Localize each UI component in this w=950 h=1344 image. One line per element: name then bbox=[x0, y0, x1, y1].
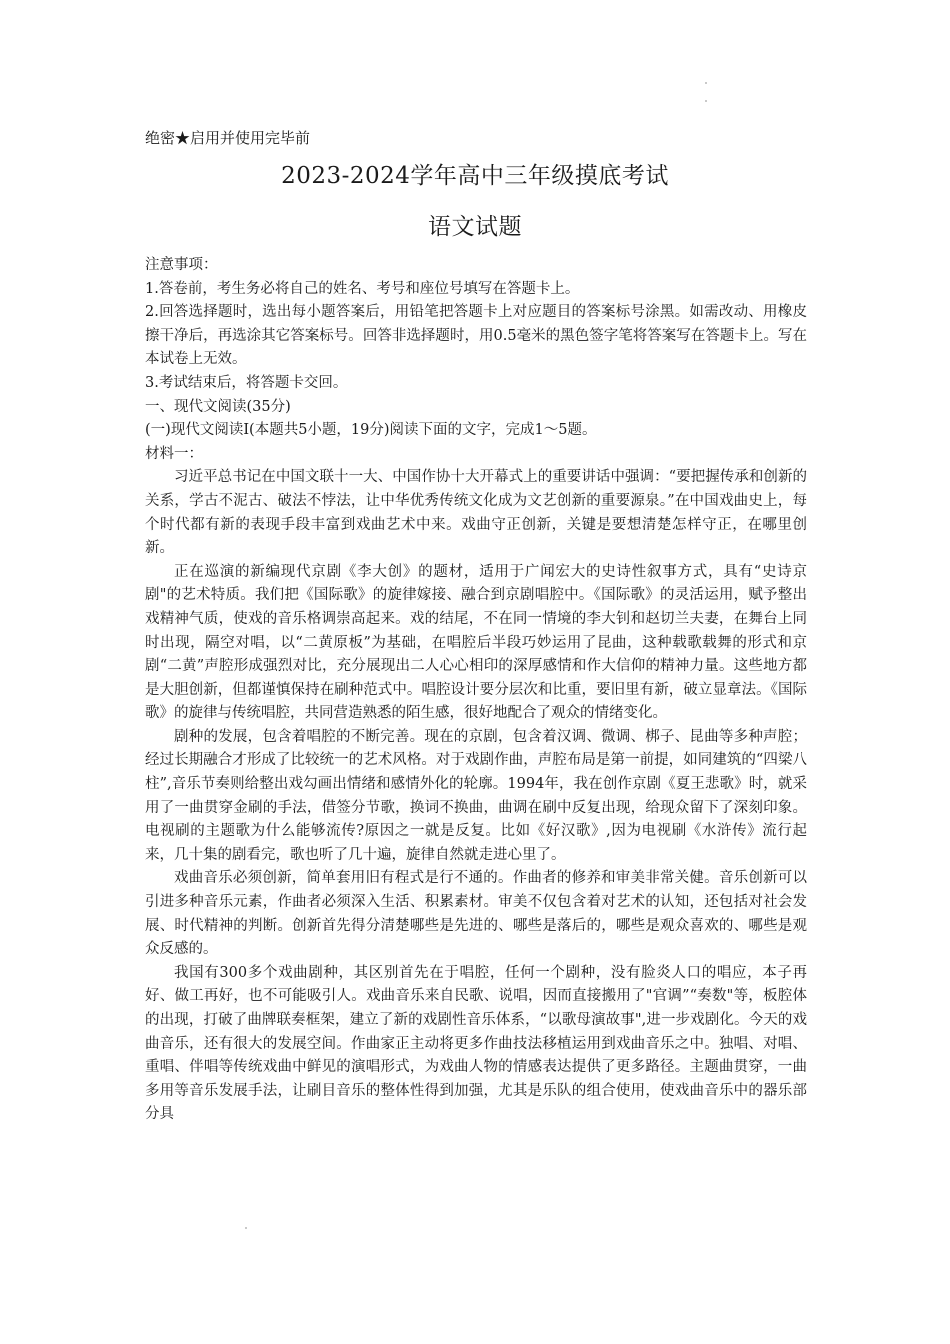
section-subheading: (一)现代文阅读I(本题共5小题，19分)阅读下面的文字，完成1～5题。 bbox=[145, 422, 597, 439]
secrecy-label: 绝密★启用并使用完毕前 bbox=[145, 129, 311, 147]
paragraph: 戏曲音乐必须创新，简单套用旧有程式是行不通的。作曲者的修养和审美非常关健。音乐创新可以引进多种音乐元素，作曲者必须深入生活、积累素材。审美不仅包含着对艺术的认知，还包括对社会发展、时代精神的判断。创新首先得分清楚哪些是先进的、哪些是落后的，哪些是观众喜欢的、哪些是观众反感的。 bbox=[145, 870, 807, 958]
exam-body bbox=[145, 254, 807, 1127]
notes-heading: 注意事项： bbox=[145, 257, 218, 273]
paragraph: 剧种的发展，包含着唱腔的不断完善。现在的京剧，包含着汉调、微调、梆子、昆曲等多种声腔；经过长期融合才形成了比较统一的艺术风格。对于戏剧作曲，声腔布局是第一前提，如同建筑的“四梁八柱”,音乐节奏则给整出戏勾画出情绪和感情外化的轮廓。1994年，我在创作京剧《夏王悲歌》时，就采用了一曲贯穿金刷的手法，借签分节歌，换词不换曲，曲调在刷中反复出现，给现众留下了深刻印象。电视刷的主题歌为什么能够流传?原因之一就是反复。比如《好汉歌》,因为电视刷《水浒传》流行起来，几十集的剧看完，歌也听了几十遍，旋律自然就走进心里了。 bbox=[145, 728, 807, 863]
exam-subtitle: 语文试题 bbox=[428, 214, 522, 240]
paragraph: 习近平总书记在中国文联十一大、中国作协十大开幕式上的重要讲话中强调：“要把握传承和创新的关系，学古不泥古、破法不悖法，让中华优秀传统文化成为文艺创新的重要源泉。”在中国戏曲史上，每个时代都有新的表现手段丰富到戏曲艺术中来。戏曲守正创新，关键是要想清楚怎样守正，在哪里创新。 bbox=[145, 469, 807, 557]
scan-speck bbox=[705, 100, 707, 102]
paragraph: 我国有300多个戏曲剧种，其区别首先在于唱腔，任何一个剧种，没有脸炎人口的唱应，本子再好、做工再好，也不可能吸引人。戏曲音乐来自民歌、说唱，因而直接搬用了"官调”“奏数"等，板腔体的出现，打破了曲牌联奏框架，建立了新的戏剧性音乐体系，“以歌母演故事",进一步戏剧化。今天的戏曲音乐，还有很大的发展空间。作曲家正主动将更多作曲技法移植运用到戏曲音乐之中。独唱、对唱、重唱、伴唱等传统戏曲中鲜见的演唱形式，为戏曲人物的情感表达提供了更多路径。主题曲贯穿，一曲多用等音乐发展手法，让刷目音乐的整体性得到加强，尤其是乐队的组合使用，使戏曲音乐中的器乐部分具 bbox=[145, 964, 807, 1123]
note-item: 3.考试结束后，将答题卡交回。 bbox=[145, 374, 348, 391]
section-heading: 一、现代文阅读(35分) bbox=[145, 398, 291, 415]
scan-speck bbox=[245, 1227, 247, 1229]
exam-title: 2023-2024学年高中三年级摸底考试 bbox=[281, 163, 669, 189]
paragraph: 正在巡演的新编现代京剧《李大创》的题材，适用于广闻宏大的史诗性叙事方式，具有“史诗京剧"的艺术特质。我们把《国际歌》的旋律嫁接、融合到京剧唱腔中。《国际歌》的灵活运用，赋予整出戏精神气质，使戏的音乐格调崇高起来。戏的结尾，不在同一情境的李大钊和赵切兰夫妻，在舞台上同时出现，隔空对唱，以“二黄原板”为基础，在唱腔后半段巧妙运用了昆曲，这种载歌载舞的形式和京剧“二黄”声腔形成强烈对比，充分展现出二人心心相印的深厚感情和作大信仰的精神力量。这些地方都是大胆创新，但都谨慎保持在刷种范式中。唱腔设计要分层次和比重，要旧里有新，破立显章法。《国际歌》的旋律与传统唱腔，共同营造熟悉的陌生感，很好地配合了观众的情绪变化。 bbox=[145, 563, 807, 722]
note-item: 2.回答选择题时，选出每小题答案后，用铅笔把答题卡上对应题目的答案标号涂黑。如需改动、用橡皮擦干净后，再选涂其它答案标号。回答非选择题时，用0.5毫米的黑色签字笔将答案写在答题卡上。写在本试卷上无效。 bbox=[145, 304, 807, 368]
note-item: 1.答卷前，考生务必将自己的姓名、考号和座位号填写在答题卡上。 bbox=[145, 280, 580, 297]
material-label: 材料一： bbox=[145, 445, 203, 462]
scan-speck bbox=[705, 82, 707, 84]
